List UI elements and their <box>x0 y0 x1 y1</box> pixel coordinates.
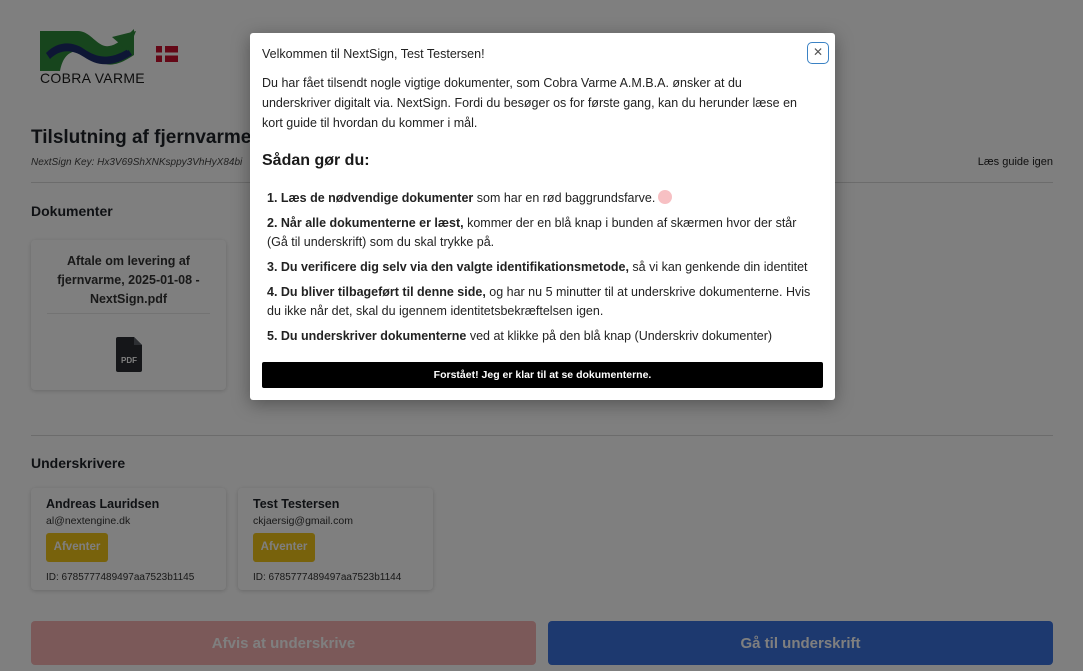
step-text: kommer der en blå knap i bunden af skærmen hvor der står (Gå til underskrift) som du skal trykke på. <box>267 216 797 249</box>
guide-step <box>267 327 813 346</box>
red-indicator-icon <box>658 190 672 204</box>
step-text: så vi kan genkende din identitet <box>628 260 808 274</box>
close-icon[interactable]: ✕ <box>807 42 829 64</box>
guide-step <box>267 258 813 277</box>
understood-button[interactable]: Forstået! Jeg er klar til at se dokumenterne. <box>262 362 823 388</box>
step-title: 4. Du bliver tilbageført til denne side, <box>267 285 486 299</box>
step-title: 5. Du underskriver dokumenterne <box>267 329 467 343</box>
step-title: 1. Læs de nødvendige dokumenter <box>267 191 474 205</box>
guide-step <box>267 214 813 252</box>
step-title: 2. Når alle dokumenterne er læst, <box>267 216 464 230</box>
guide-subheading: Sådan gør du: <box>262 152 370 169</box>
modal-title: Velkommen til NextSign, Test Testersen! <box>262 47 485 61</box>
step-text: som har en rød baggrundsfarve. <box>473 191 656 205</box>
guide-steps <box>267 189 813 352</box>
guide-step <box>267 283 813 321</box>
welcome-guide-modal <box>250 33 835 400</box>
step-text: ved at klikke på den blå knap (Underskriv dokumenter) <box>466 329 773 343</box>
modal-intro-text: Du har fået tilsendt nogle vigtige dokumenter, som Cobra Varme A.M.B.A. ønsker at du underskriver digitalt via. NextSign. Fordi du besøger os for første gang, kan du herunder læse en kort guide til hvordan du kommer i mål. <box>262 76 797 130</box>
guide-step <box>267 189 813 208</box>
step-title: 3. Du verificere dig selv via den valgte identifikationsmetode, <box>267 260 629 274</box>
step-text: og har nu 5 minutter til at underskrive dokumenterne. Hvis du ikke når det, skal du igennem identitetsbekræftelsen igen. <box>267 285 811 318</box>
